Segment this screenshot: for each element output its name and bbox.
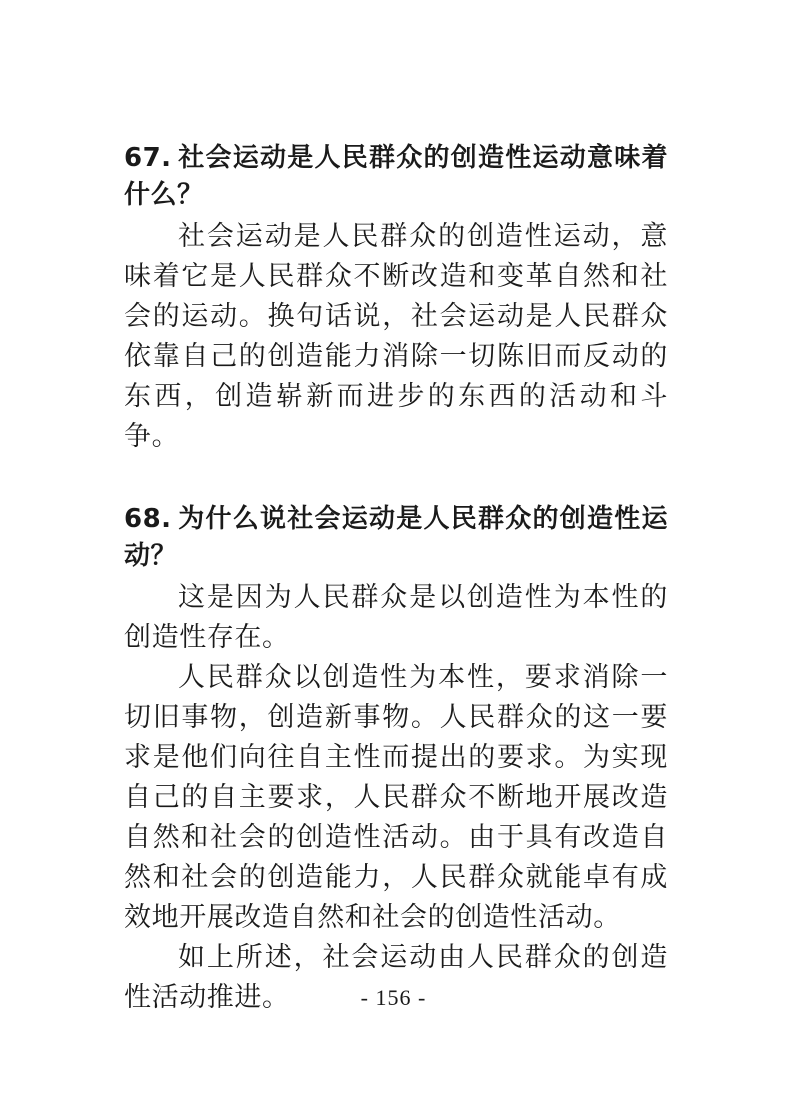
question-heading-67 xyxy=(124,140,668,214)
question-number: 68. xyxy=(124,504,172,534)
answer-paragraph: 人民群众以创造性为本性，要求消除一切旧事物，创造新事物。人民群众的这一要求是他们向往自主性而提出的要求。为实现自己的自主要求，人民群众不断地开展改造自然和社会的创造性活动。由于具有改造自然和社会的创造能力，人民群众就能卓有成效地开展改造自然和社会的创造性活动。 xyxy=(124,662,668,933)
question-number: 67. xyxy=(124,143,172,173)
question-heading-68 xyxy=(124,501,668,575)
page-number: - 156 - xyxy=(360,985,427,1010)
section-68 xyxy=(124,501,668,1018)
answer-paragraph: 社会运动是人民群众的创造性运动，意味着它是人民群众不断改造和变革自然和社会的运动。换句话说，社会运动是人民群众依靠自己的创造能力消除一切陈旧而反动的东西，创造崭新而进步的东西的活动和斗争。 xyxy=(124,221,668,452)
answer-paragraph: 这是因为人民群众是以创造性为本性的创造性存在。 xyxy=(124,582,668,653)
section-67 xyxy=(124,140,668,457)
answer-paragraph: 如上所述，社会运动由人民群众的创造性活动推进。 xyxy=(124,942,668,1013)
question-title: 社会运动是人民群众的创造性运动意味着什么？ xyxy=(124,143,668,210)
page-body xyxy=(124,140,668,1018)
question-title: 为什么说社会运动是人民群众的创造性运动？ xyxy=(124,504,668,571)
